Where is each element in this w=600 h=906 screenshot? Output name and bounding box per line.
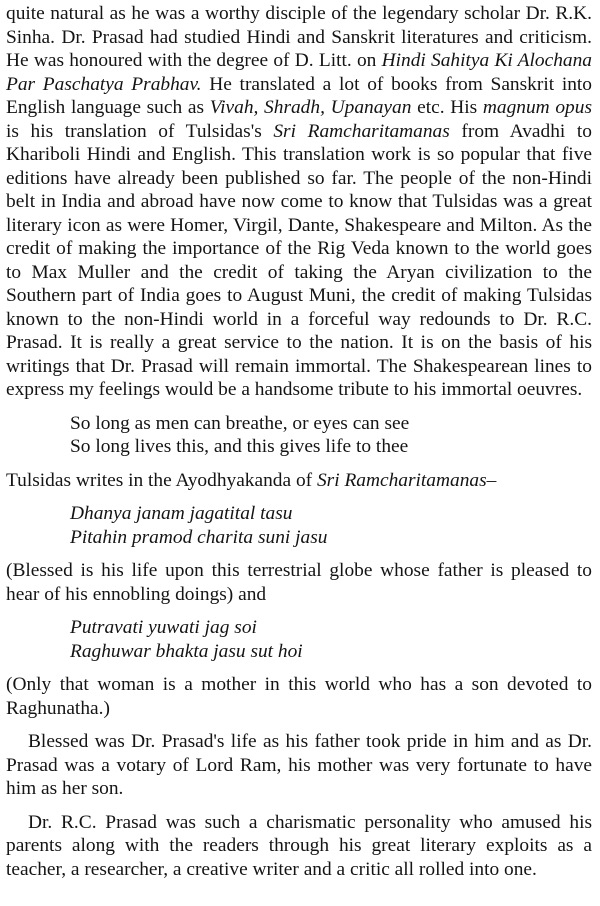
book-title-ramcharitamanas: Sri Ramcharitamanas — [273, 120, 450, 142]
paragraph-1-text-e: etc. His — [411, 97, 483, 118]
verse-line: Raghuwar bhakta jasu sut hoi — [70, 640, 303, 662]
paragraph-1 — [6, 2, 592, 402]
paragraph-1-text-a: quite natural as he was a worthy disciple of the legendary scholar Dr. R.K. Sinha. Dr. Prasad had studied Hindi and Sanskrit literatures and criticism. He was honoured with the degree of D. Litt. on — [6, 3, 592, 71]
tulsidas-verse-2 — [70, 616, 592, 663]
paragraph-6: Dr. R.C. Prasad was such a charismatic personality who amused his parents along with the readers through his great literary exploits as a teacher, a researcher, a creative writer and a critic all rolled into one. — [6, 811, 592, 880]
paragraph-1-text-c: He translated a lot of books from Sanskrit into English language such as — [6, 73, 592, 118]
verse-line: So long lives this, and this gives life to thee — [70, 436, 409, 457]
paragraph-2-text-a: Tulsidas writes in the Ayodhyakanda of — [6, 469, 317, 491]
verse-line: So long as men can breathe, or eyes can see — [70, 412, 410, 434]
paragraph-2-dash: – — [486, 469, 497, 491]
verse-line: Dhanya janam jagatital tasu — [70, 503, 293, 524]
tulsidas-verse-1 — [70, 502, 592, 549]
paragraph-1-text-i: from Avadhi to Khariboli Hindi and English. This translation work is so popular that five editions have already been published so far. The people of the non-Hindi belt in India and abroad have now come to know that Tulsidas was a great literary icon as were Homer, Virgil, Dante, Shakespeare and Milton. As the credit of making the importance of the Rig Veda known to the world goes to Max Muller and the credit of taking the Aryan civilization to the Southern part of India goes to August Muni, the credit of making Tulsidas known to the non-Hindi world in a forceful way redounds to Dr. R.C. Prasad. It is really a great service to the nation. It is on the basis of his writings that Dr. Prasad will remain immortal. The Shakespearean lines to express my feelings would be a handsome tribute to his immortal oeuvres. — [6, 120, 592, 400]
book-title-ramcharitamanas-2: Sri Ramcharitamanas — [316, 469, 487, 491]
book-title-hindi-sahitya: Hindi Sahitya Ki Alochana Par Paschatya Prabhav. — [6, 50, 592, 95]
paragraph-2 — [6, 469, 592, 493]
paragraph-5: Blessed was Dr. Prasad's life as his father took pride in him and as Dr. Prasad was a votary of Lord Ram, his mother was very fortunate to have him as her son. — [6, 731, 592, 799]
paragraph-4: (Only that woman is a mother in this world who has a son devoted to Raghunatha.) — [6, 674, 592, 719]
magnum-opus-phrase: magnum opus — [482, 97, 592, 118]
paragraph-3: (Blessed is his life upon this terrestrial globe whose father is pleased to hear of his ennobling doings) and — [6, 560, 592, 605]
shakespeare-verse — [70, 412, 592, 459]
verse-line: Pitahin pramod charita suni jasu — [70, 526, 328, 548]
verse-line: Putravati yuwati jag soi — [70, 617, 257, 638]
paragraph-1-text-g: is his translation of Tulsidas's — [6, 120, 274, 142]
book-titles-sanskrit: Vivah, Shradh, Upanayan — [209, 97, 412, 118]
